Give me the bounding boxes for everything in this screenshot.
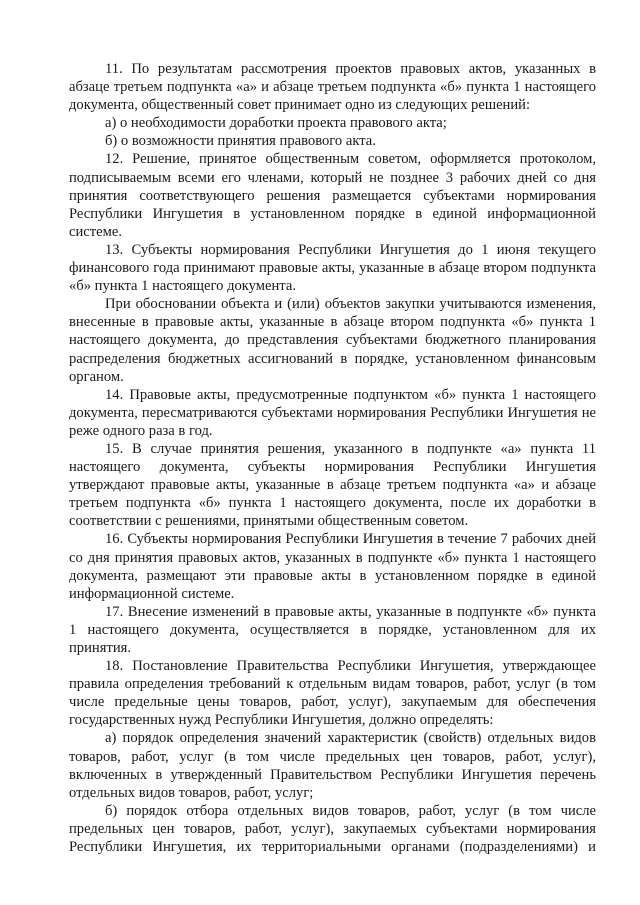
paragraph-11-option-b: б) о возможности принятия правового акта. (105, 133, 376, 150)
paragraph-18: 18. Постановление Правительства Республики Ингушетия, утверждающее правила определения требований к отдельным видам товаров, работ, услуг (в том числе предельные цены товаров, работ, услуг), закупаемым для обеспечения государственных нужд Республики Ингушетия, должно определять: (69, 658, 596, 729)
document-page (69, 60, 596, 856)
paragraph-16: 16. Субъекты нормирования Республики Ингушетия в течение 7 рабочих дней со дня принятия правовых актов, указанных в подпункте «б» пункта 1 настоящего документа, размещают эти правовые акты в установленном порядке в единой информационной системе. (69, 531, 596, 602)
paragraph-13: 13. Субъекты нормирования Республики Ингушетия до 1 июня текущего финансового года принимают правовые акты, указанные в абзаце втором подпункта «б» пункта 1 настоящего документа. (69, 241, 596, 295)
paragraph-15: 15. В случае принятия решения, указанного в подпункте «а» пункта 11 настоящего документа, субъекты нормирования Республики Ингушетия утверждают правовые акты, указанные в абзаце третьем подпункта «а» и абзаце третьем подпункта «б» пункта 1 настоящего документа, после их доработки в соответствии с решениями, принятыми общественным советом. (69, 440, 596, 530)
paragraph-18-item-a: а) порядок определения значений характеристик (свойств) отдельных видов товаров, работ, услуг (в том числе предельных цен товаров, работ, услуг), включенных в утвержденный Правительством Республики Ингушетия перечень отдельных видов товаров, работ, услуг; (69, 730, 596, 801)
paragraph-14: 14. Правовые акты, предусмотренные подпунктом «б» пункта 1 настоящего документа, пересматриваются субъектами нормирования Республики Ингушетия не реже одного раза в год. (69, 386, 596, 439)
paragraph-11: 11. По результатам рассмотрения проектов правовых актов, указанных в абзаце третьем подпункта «а» и абзаце третьем подпункта «б» пункта 1 настоящего документа, общественный совет принимает одно из следующих решений: (69, 61, 596, 114)
paragraph-18-item-b: б) порядок отбора отдельных видов товаров, работ, услуг (в том числе предельных цен товаров, работ, услуг), закупаемых субъектами нормирования Республики Ингушетия, их территориальными органами (подразделениями) и (69, 802, 596, 856)
paragraph-11-option-a: а) о необходимости доработки проекта правового акта; (105, 115, 447, 132)
paragraph-13-continued: При обосновании объекта и (или) объектов закупки учитываются изменения, внесенные в правовые акты, указанные в абзаце втором подпункта «б» пункта 1 настоящего документа, до представления субъектами бюджетного планирования распределения бюджетных ассигнований в порядке, установленном финансовым органом. (69, 296, 596, 385)
paragraph-17: 17. Внесение изменений в правовые акты, указанные в подпункте «б» пункта 1 настоящего документа, осуществляется в порядке, установленном для их принятия. (69, 603, 596, 656)
paragraph-12: 12. Решение, принятое общественным советом, оформляется протоколом, подписываемым всеми его членами, который не позднее 3 рабочих дней со дня принятия соответствующего решения размещается субъектами нормирования Республики Ингушетия в установленном порядке в единой информационной системе. (69, 151, 596, 240)
